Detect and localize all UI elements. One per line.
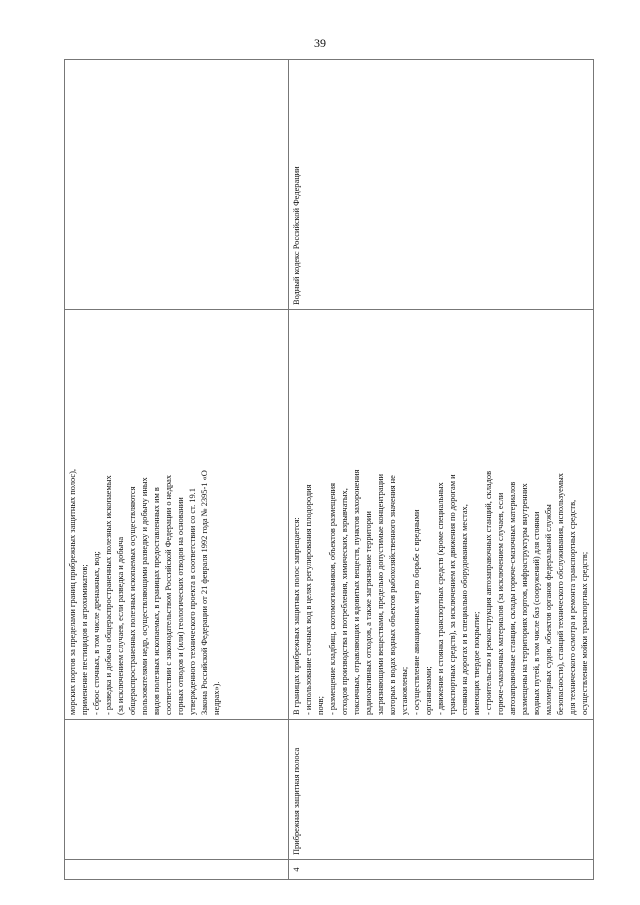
text-line: горных отводов и (или) геологических отводов на основании — [176, 497, 185, 715]
text-line: стоянки на дорогах и в специально оборудованных местах, — [460, 504, 469, 715]
text-line: недрах»). — [212, 681, 221, 715]
text-line: загрязняющими веществами, предельно допустимые концентрации — [376, 474, 385, 715]
text-line: - использование сточных вод в целях регулирования плодородия — [304, 484, 313, 715]
restrictions-text-cell — [289, 310, 594, 720]
text-line: соответствии с законодательством Российской Федерации о недрах — [164, 474, 173, 715]
text-line: которых в водах водных объектов рыбохозяйственного значения не — [388, 475, 397, 715]
zone-name-cell: Прибрежная защитная полоса — [289, 720, 594, 860]
text-line: общераспространенных полезных ископаемых осуществляются — [128, 486, 137, 715]
text-line: - строительство и реконструкция автозаправочных станций, складов — [484, 470, 493, 715]
text-line: почв; — [316, 696, 325, 715]
text-line: установлены; — [400, 666, 409, 715]
page-number: 39 — [314, 36, 326, 50]
text-line: организмами; — [424, 666, 433, 715]
text-line: автозаправочные станции, склады горюче-смазочных материалов — [508, 481, 517, 715]
legal-source-cell: Водный кодекс Российской Федерации — [289, 60, 594, 310]
text-line: осуществление мойки транспортных средств; — [580, 551, 589, 715]
text-line: радиоактивных отходов, а также загрязнение территории — [364, 511, 373, 715]
text-line: - движение и стоянка транспортных средств (кроме специальных — [436, 482, 445, 715]
text-line: транспортных средств), за исключением их движения по дорогам и — [448, 474, 457, 715]
restrictions-table — [64, 59, 594, 880]
text-line: - осуществление авиационных мер по борьбе с вредными — [412, 509, 421, 715]
restrictions-text-cell — [65, 310, 289, 720]
text-line: безопасности), станций технического обслуживания, используемых — [556, 473, 565, 715]
text-line: - разведка и добыча общераспространенных полезных ископаемых — [104, 475, 113, 715]
text-line: имеющих твердое покрытие; — [472, 611, 481, 715]
text-line: токсичных, отравляющих и ядовитых веществ, пунктов захоронения — [352, 469, 361, 715]
zone-name-cell — [65, 720, 289, 860]
text-line: (за исключением случаев, если разведка и добыча — [116, 536, 125, 715]
text-line: пользователями недр, осуществляющими разведку и добычу иных — [140, 477, 149, 715]
text-line: видов полезных ископаемых, в границах предоставленных им в — [152, 487, 161, 715]
text-line: горюче-смазочных материалов (за исключением случаев, если — [496, 492, 505, 715]
row-number-cell: 4 — [289, 860, 594, 880]
text-line: размещены на территориях портов, инфраструктуры внутренних — [520, 483, 529, 715]
text-line: - сброс сточных, в том числе дренажных, вод; — [92, 551, 101, 715]
text-line: маломерных судов, объектов органов федеральной службы — [544, 504, 553, 715]
text-line: отходов производства и потребления, химических, взрывчатых, — [340, 488, 349, 715]
text-line: - размещение кладбищ, скотомогильников, объектов размещения — [328, 482, 337, 715]
table-row — [65, 60, 289, 880]
table-row — [289, 60, 594, 880]
text-line: для технического осмотра и ремонта транспортных средств, — [568, 499, 577, 715]
text-line: водных путей, в том числе баз (сооружений) для стоянки — [532, 511, 541, 715]
text-line: утвержденного технического проекта в соответствии со ст. 19.1 — [188, 488, 197, 715]
rotated-table-wrapper — [64, 60, 589, 880]
legal-source-cell — [65, 60, 289, 310]
row-number-cell — [65, 860, 289, 880]
text-line: морских портов за пределами границ прибрежных защитных полос), — [68, 468, 77, 715]
text-line: Закона Российской Федерации от 21 февраля 1992 года № 2395-1 «О — [200, 470, 209, 715]
text-line: В границах прибрежных защитных полос запрещается: — [292, 517, 301, 715]
text-line: применение пестицидов и агрохимикатов; — [80, 564, 89, 715]
